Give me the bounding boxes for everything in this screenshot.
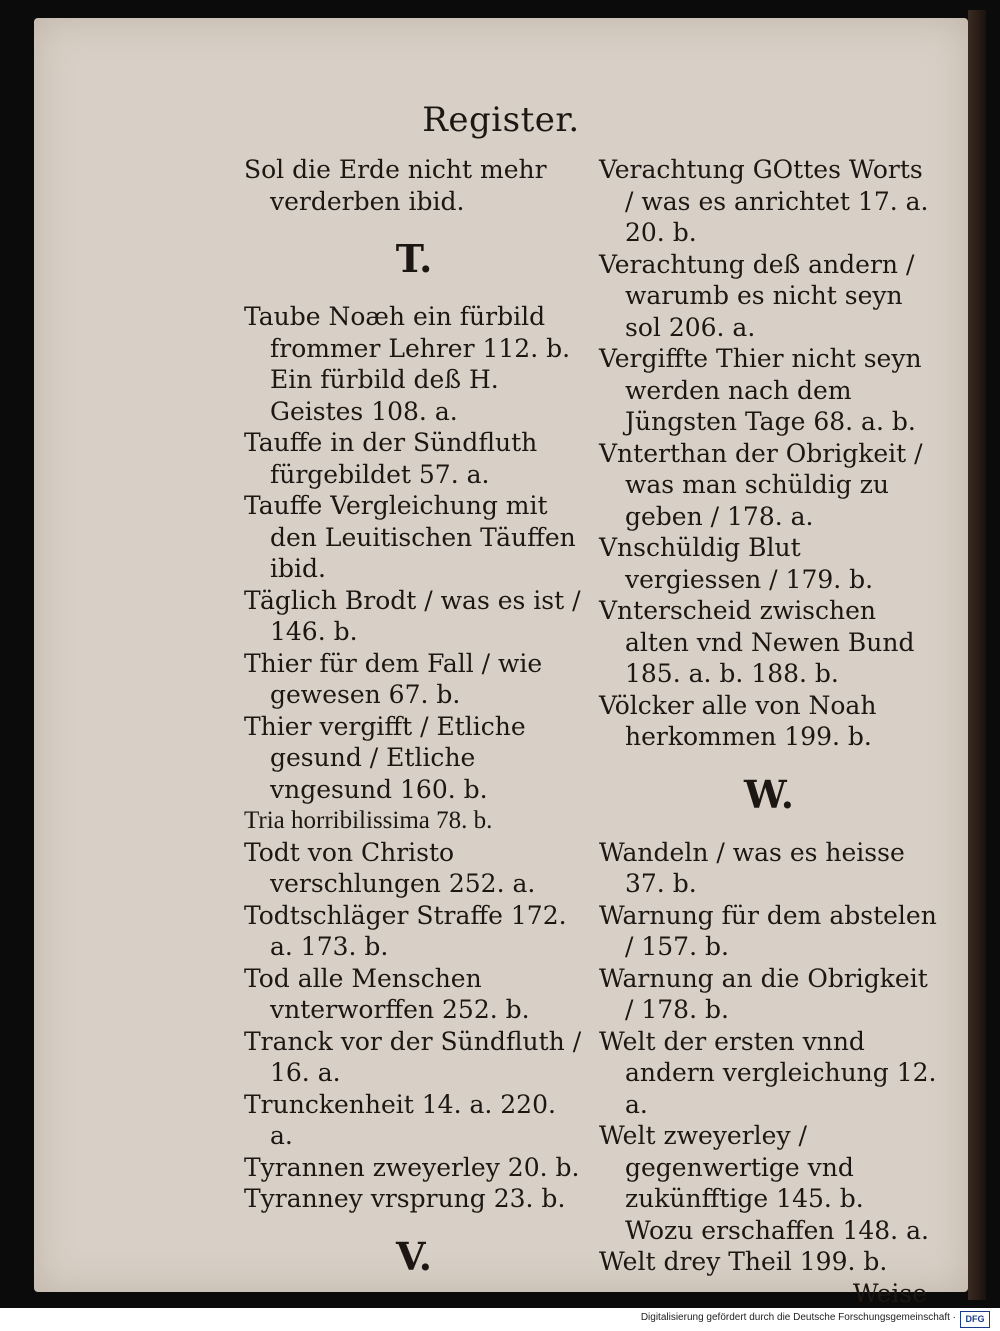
catchword: Weise [852,1278,927,1308]
index-entry: Tod alle Menschen vnterworffen 252. b. [244,963,530,1024]
digitization-footer [0,1308,1000,1331]
index-entry: Thier für dem Fall / wie gewesen 67. b. [244,648,543,709]
index-entry: Vnterscheid zwischen alten vnd Newen Bund 185. a. b. 188. b. [599,596,915,688]
index-entry: Sol die Erde nicht mehr verderben ibid. [244,155,547,216]
index-entry: Warnung für dem abstelen / 157. b. [599,900,937,961]
dfg-logo-icon: DFG [960,1311,990,1328]
book-spine-edge [968,10,986,1300]
index-entry: Vergiffte Thier nicht seyn werden nach dem Jüngsten Tage 68. a. b. [599,344,922,436]
book-page [34,18,968,1308]
section-letter-v: V. [395,1233,433,1279]
index-entry: Todt von Christo verschlungen 252. a. [244,837,536,898]
index-entry: Welt drey Theil 199. b. [599,1247,888,1276]
index-entry: Verachtung deß andern / warumb es nicht seyn sol 206. a. [599,249,915,342]
index-entry: Welt zweyerley / gegenwertige vnd zukünfftige 145. b. Wozu erschaffen 148. a. [599,1121,929,1245]
index-entry: Völcker alle von Noah herkommen 199. b. [599,690,877,751]
funding-credit: Digitalisierung gefördert durch die Deutsche Forschungsgemeinschaft · [640,1312,956,1323]
index-entry: Tyranney vrsprung 23. b. [244,1184,566,1213]
index-column-right [599,154,939,1309]
section-letter-t: T. [395,236,433,281]
page-heading: Register. [422,100,580,140]
index-entry: Tauffe in der Sündfluth fürgebildet 57. a. [244,428,538,489]
index-column-left [244,154,584,1299]
index-entry: Tria horribilissima 78. b. [244,807,493,834]
index-entry: Vnschüldig Blut vergiessen / 179. b. [599,533,874,594]
index-entry: Warnung an die Obrigkeit / 178. b. [599,963,928,1024]
index-entry: Vnterthan der Obrigkeit / was man schüldig zu geben / 178. a. [599,438,923,531]
index-entry: Verachtung GOttes Worts / was es anrichtet 17. a. 20. b. [599,155,929,247]
index-entry: Täglich Brodt / was es ist / 146. b. [244,585,581,646]
index-entry: Tauffe Vergleichung mit den Leuitischen Täuffen ibid. [244,491,576,583]
index-entry: Trunckenheit 14. a. 220. a. [244,1089,556,1150]
index-entry: Taube Noæh ein fürbild frommer Lehrer 112. b. Ein fürbild deß H. Geistes 108. a. [244,302,571,426]
section-letter-w: W. [744,771,794,817]
index-entry: Wandeln / was es heisse 37. b. [599,837,905,898]
index-entry: Todtschläger Straffe 172. a. 173. b. [244,900,567,961]
index-entry: Tyrannen zweyerley 20. b. [244,1152,580,1182]
index-entry: Thier vergifft / Etliche gesund / Etliche vngesund 160. b. [244,711,526,804]
index-entry: Welt der ersten vnnd andern vergleichung 12. a. [599,1026,937,1119]
index-entry: Tranck vor der Sündfluth / 16. a. [244,1026,582,1087]
